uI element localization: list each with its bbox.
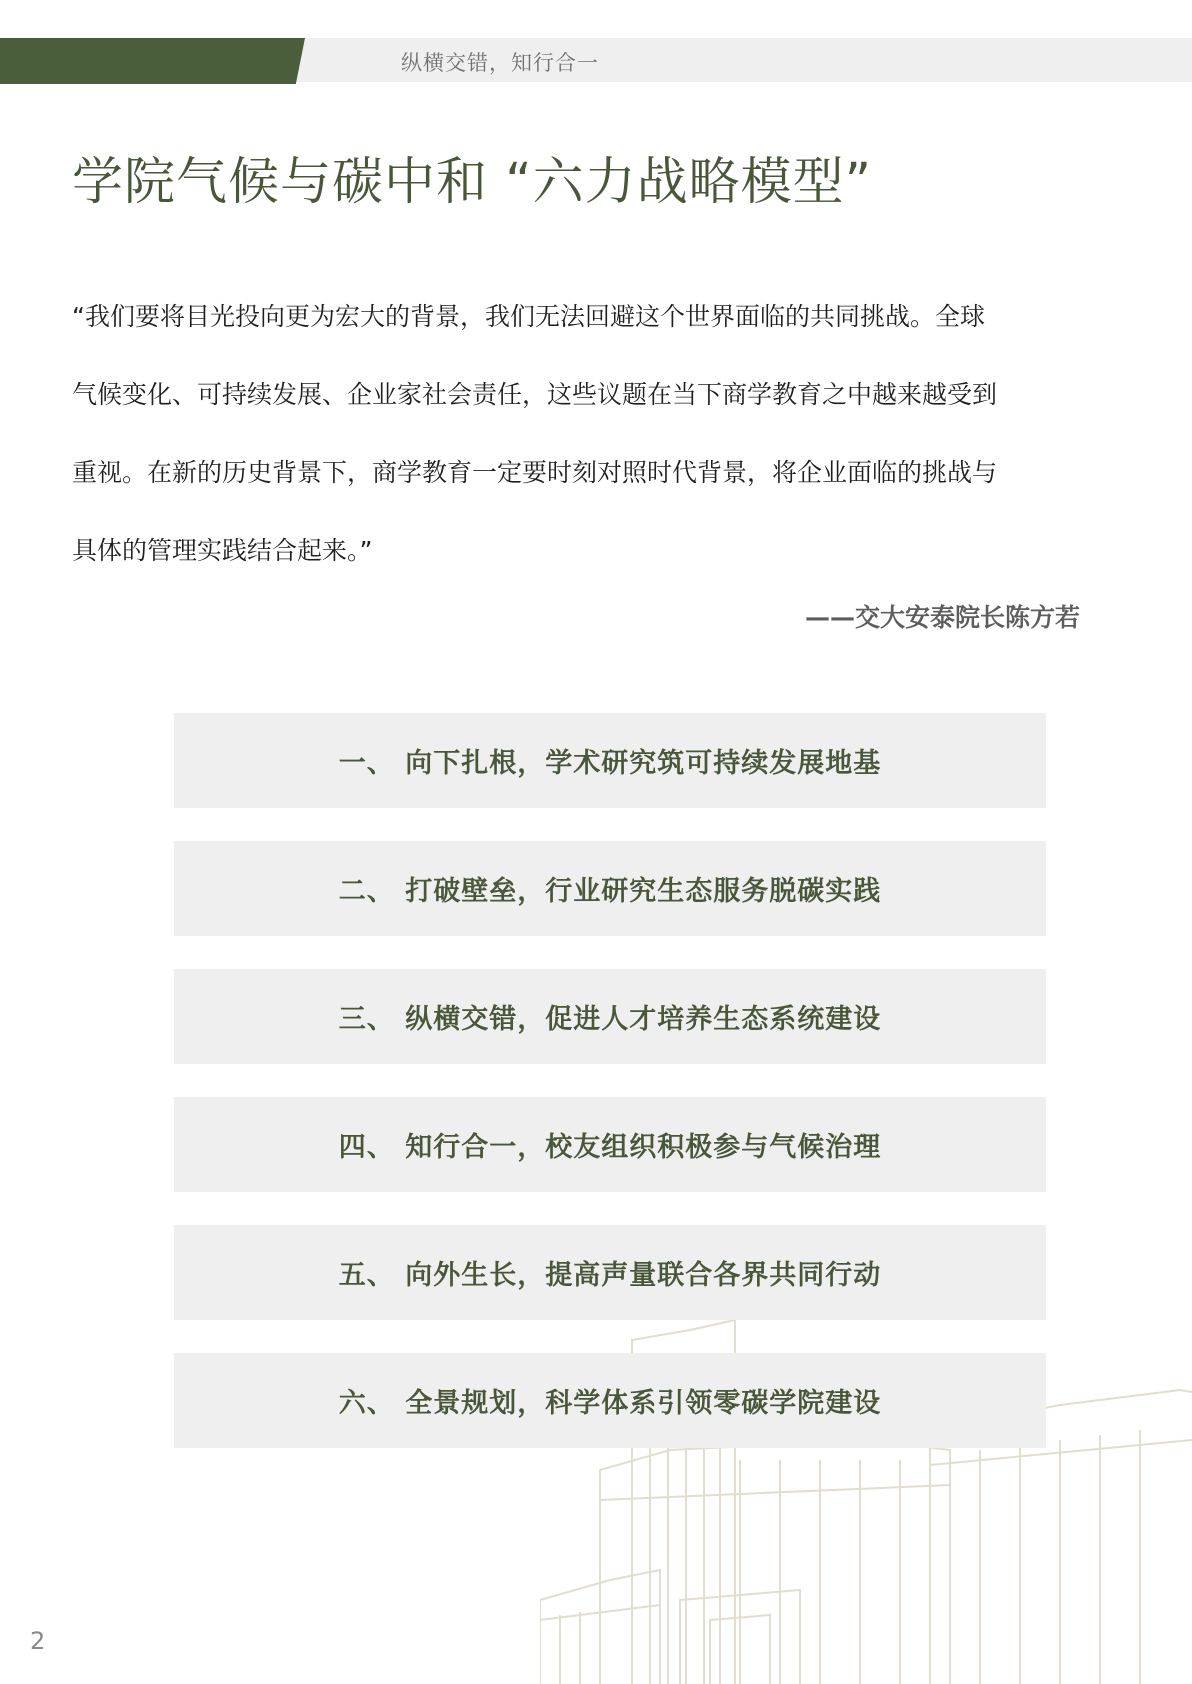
quote-line: 具体的管理实践结合起来。” [72, 536, 373, 565]
page-number: 2 [30, 1627, 46, 1655]
title-suffix: ” [844, 153, 873, 212]
strategy-item-4: 四、 知行合一，校友组织积极参与气候治理 [174, 1097, 1046, 1192]
header-slogan: 纵横交错，知行合一 [401, 51, 599, 75]
strategy-item-5: 五、 向外生长，提高声量联合各界共同行动 [174, 1225, 1046, 1320]
strategy-item-1: 一、 向下扎根，学术研究筑可持续发展地基 [174, 713, 1046, 808]
strategy-item-2: 二、 打破壁垒，行业研究生态服务脱碳实践 [174, 841, 1046, 936]
dean-quote [72, 278, 1082, 590]
strategy-item-6: 六、 全景规划，科学体系引领零碳学院建设 [174, 1353, 1046, 1448]
header-accent-bar [0, 38, 305, 84]
strategy-item-3: 三、 纵横交错，促进人才培养生态系统建设 [174, 969, 1046, 1064]
quote-line: 重视。在新的历史背景下，商学教育一定要时刻对照时代背景，将企业面临的挑战与 [72, 458, 998, 487]
page-title [72, 140, 872, 214]
strategy-list [174, 713, 1046, 1481]
title-prefix: 学院气候与碳中和 “ [72, 153, 533, 212]
title-highlight: 六力战略模型 [533, 140, 845, 214]
quote-line: “我们要将目光投向更为宏大的背景，我们无法回避这个世界面临的共同挑战。全球 [72, 302, 985, 331]
quote-attribution: ——交大安泰院长陈方若 [804, 603, 1080, 632]
quote-line: 气候变化、可持续发展、企业家社会责任，这些议题在当下商学教育之中越来越受到 [72, 380, 998, 409]
